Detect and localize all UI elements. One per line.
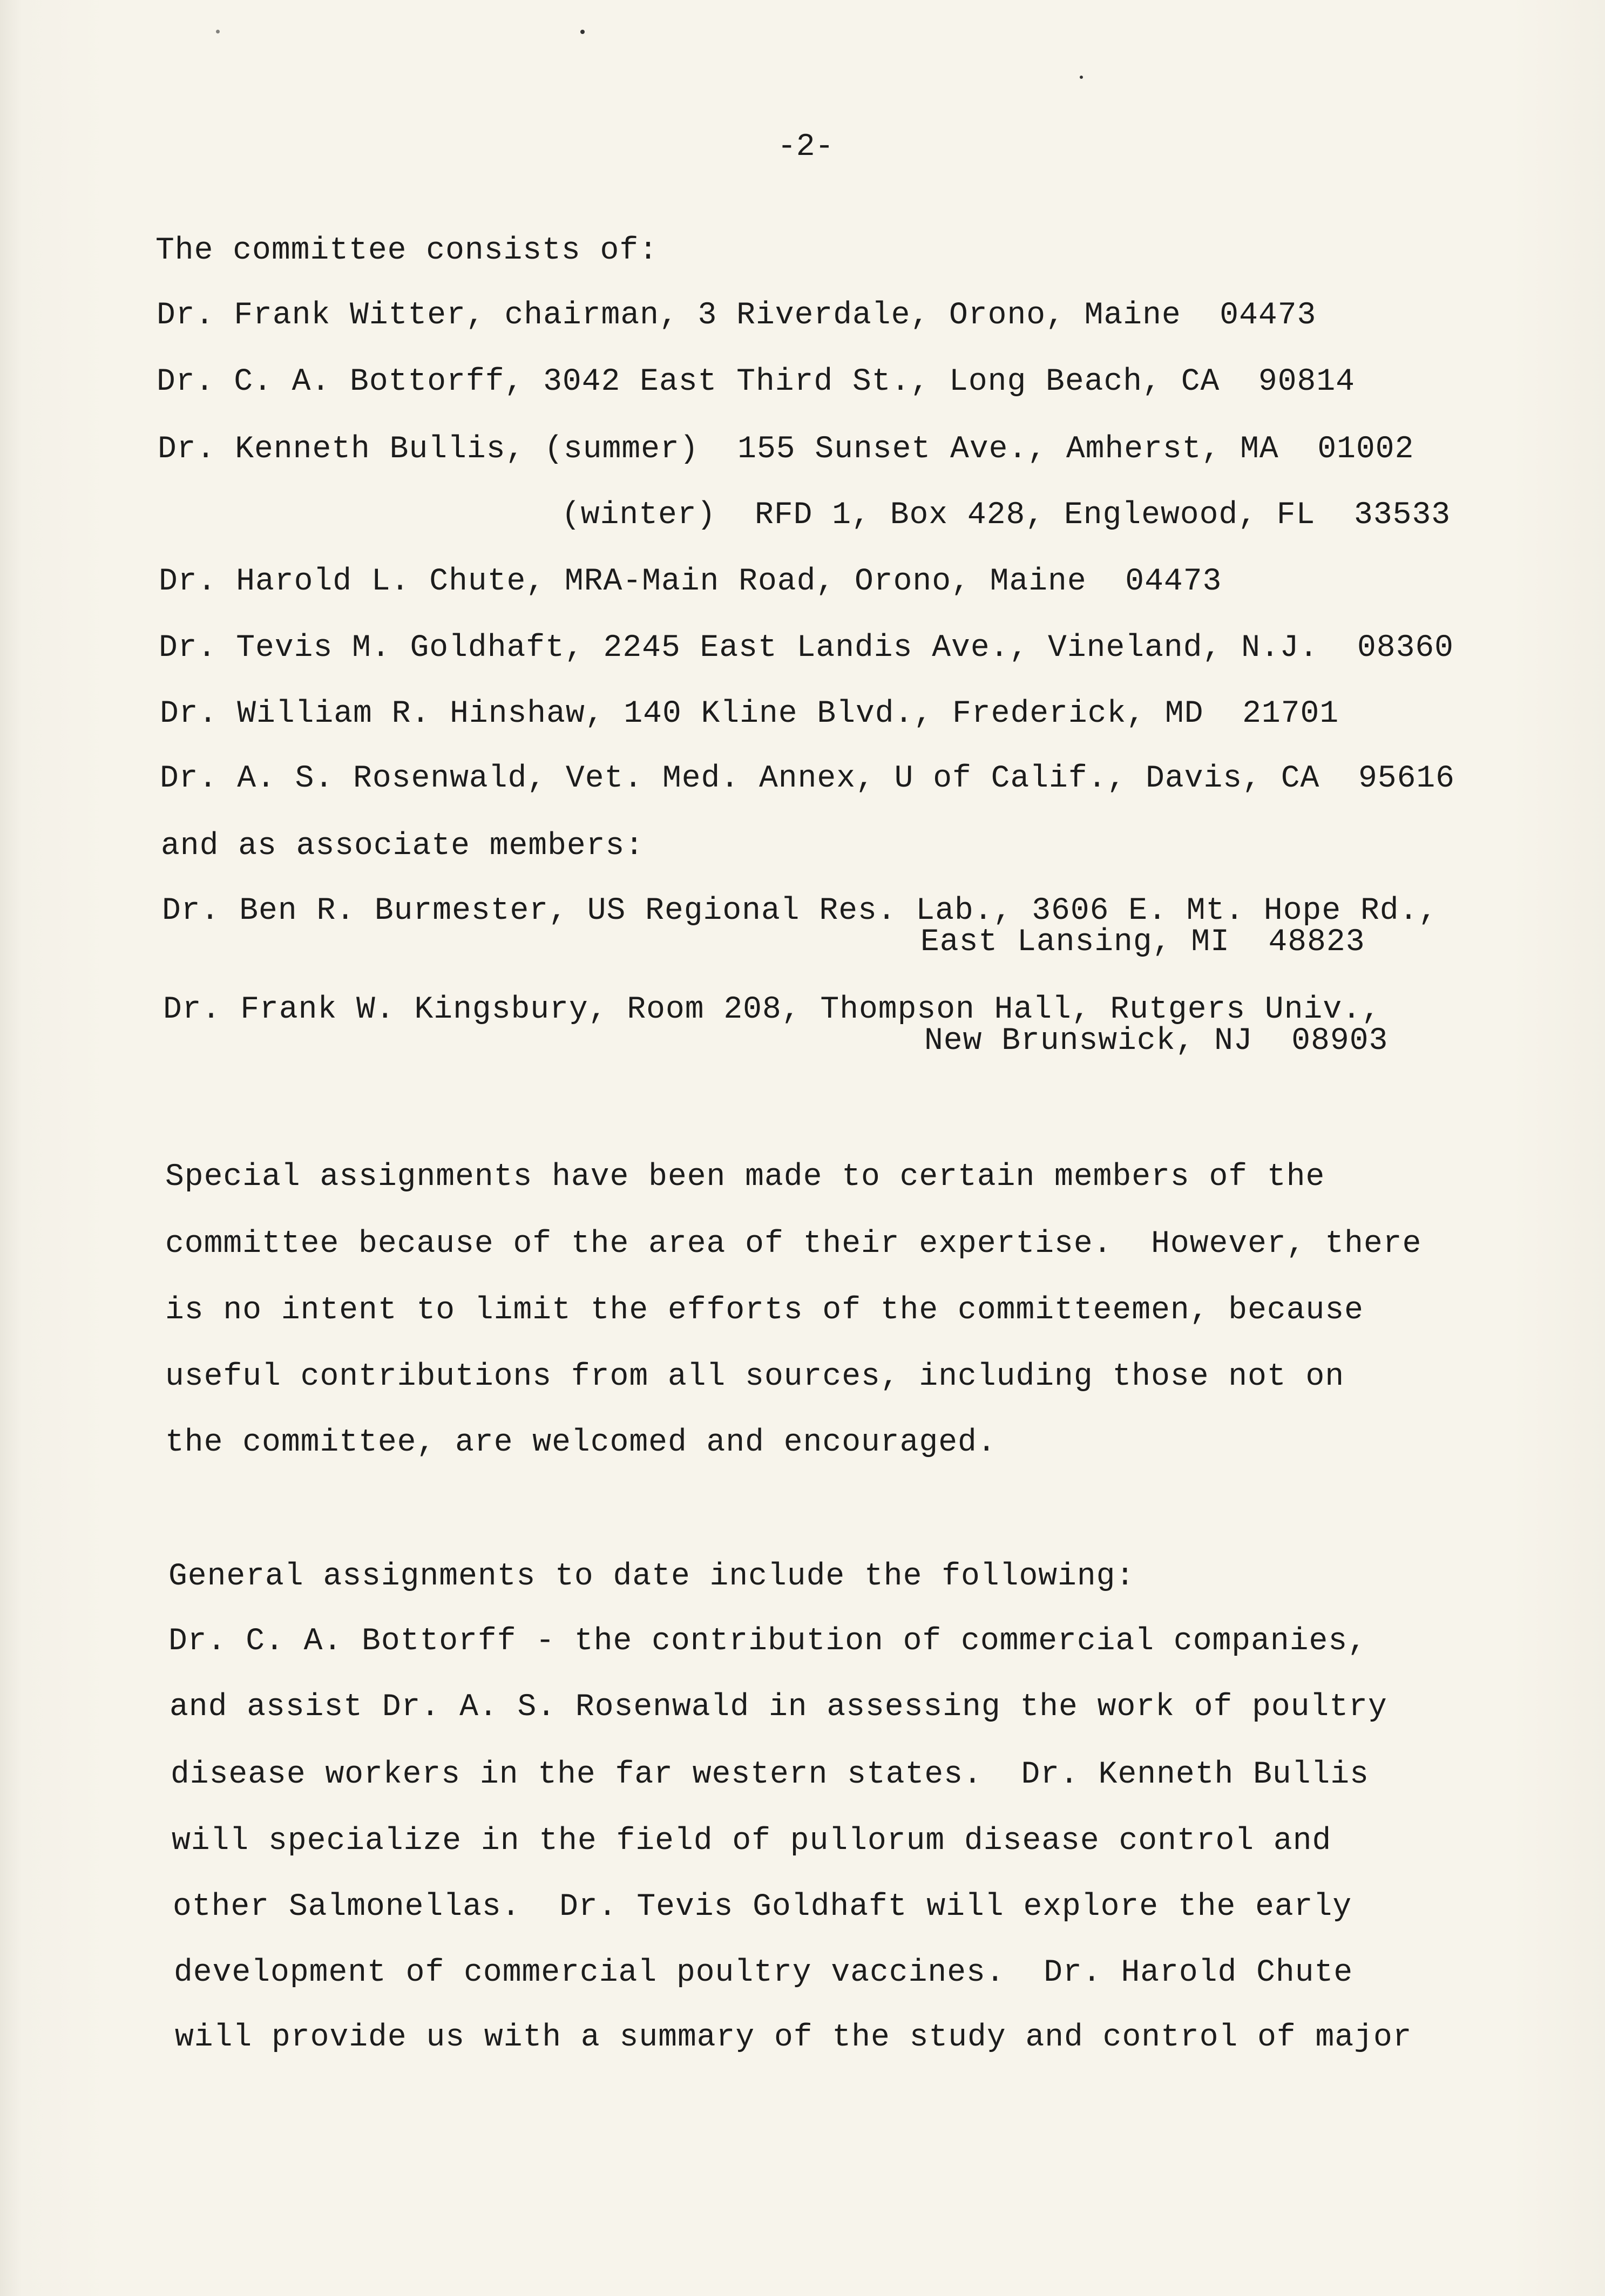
page-number: -2- xyxy=(777,130,834,165)
associate-member-line: New Brunswick, NJ 08903 xyxy=(924,1024,1389,1059)
committee-member-line: Dr. Frank Witter, chairman, 3 Riverdale, Orono, Maine 04473 xyxy=(157,298,1317,333)
general-assignments-line: Dr. C. A. Bottorff - the contribution of commercial companies, xyxy=(168,1624,1367,1659)
committee-member-line: Dr. William R. Hinshaw, 140 Kline Blvd., Frederick, MD 21701 xyxy=(160,696,1339,732)
special-assignments-line: useful contributions from all sources, including those not on xyxy=(165,1359,1345,1394)
general-assignments-line: and assist Dr. A. S. Rosenwald in assessing the work of poultry xyxy=(170,1690,1387,1725)
associate-member-line: Dr. Ben R. Burmester, US Regional Res. Lab., 3606 E. Mt. Hope Rd., xyxy=(162,893,1438,929)
committee-member-line: Dr. Tevis M. Goldhaft, 2245 East Landis Ave., Vineland, N.J. 08360 xyxy=(159,631,1454,666)
general-assignments-line: will specialize in the field of pullorum disease control and xyxy=(172,1824,1332,1859)
committee-member-line: Dr. Harold L. Chute, MRA-Main Road, Orono, Maine 04473 xyxy=(159,564,1222,599)
general-assignments-line: disease workers in the far western states. Dr. Kenneth Bullis xyxy=(171,1757,1369,1792)
general-assignments-line: will provide us with a summary of the study and control of major xyxy=(175,2020,1412,2055)
special-assignments-line: committee because of the area of their expertise. However, there xyxy=(165,1227,1422,1262)
committee-intro: The committee consists of: xyxy=(155,233,658,268)
general-assignments-line: development of commercial poultry vaccines. Dr. Harold Chute xyxy=(174,1955,1353,1990)
paper-speck xyxy=(216,30,220,33)
paper-speck xyxy=(1080,76,1083,79)
associate-member-line: East Lansing, MI 48823 xyxy=(920,925,1365,960)
committee-member-line: Dr. C. A. Bottorff, 3042 East Third St., Long Beach, CA 90814 xyxy=(157,364,1355,399)
general-assignments-line: General assignments to date include the following: xyxy=(168,1559,1135,1594)
committee-member-line: Dr. A. S. Rosenwald, Vet. Med. Annex, U of Calif., Davis, CA 95616 xyxy=(160,761,1455,796)
committee-member-line: (winter) RFD 1, Box 428, Englewood, FL 33533 xyxy=(561,498,1451,533)
special-assignments-line: is no intent to limit the efforts of the committeemen, because xyxy=(165,1293,1364,1328)
special-assignments-line: the committee, are welcomed and encouraged. xyxy=(165,1425,997,1460)
general-assignments-line: other Salmonellas. Dr. Tevis Goldhaft will explore the early xyxy=(173,1889,1352,1925)
associate-intro: and as associate members: xyxy=(161,829,645,864)
committee-member-line: Dr. Kenneth Bullis, (summer) 155 Sunset Ave., Amherst, MA 01002 xyxy=(158,432,1414,467)
paper-speck xyxy=(580,30,585,34)
special-assignments-line: Special assignments have been made to certain members of the xyxy=(165,1160,1325,1195)
associate-member-line: Dr. Frank W. Kingsbury, Room 208, Thompson Hall, Rutgers Univ., xyxy=(163,992,1381,1027)
